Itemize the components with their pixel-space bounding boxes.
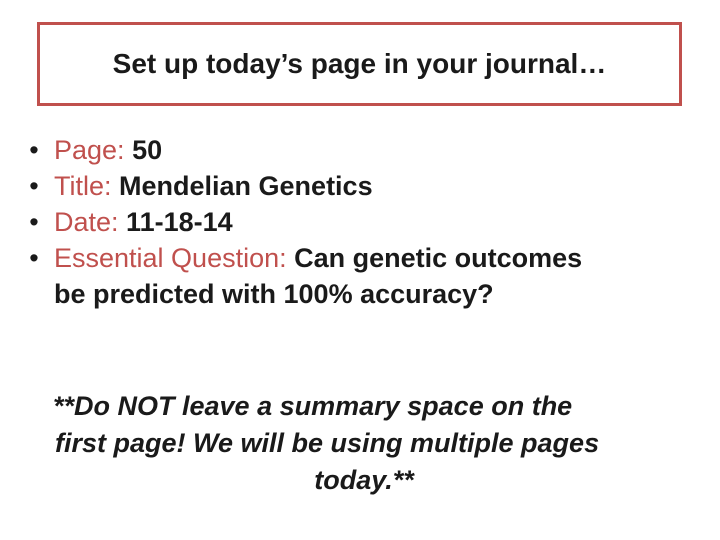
bullet-title [22,168,702,204]
bullet-glyph: • [29,171,39,201]
date-label: Date: [54,207,127,237]
bullet-page [22,132,702,168]
note-line-2: first page! We will be using multiple pages [55,428,600,458]
bullet-glyph: • [29,207,39,237]
note-line-3: today.** [314,465,414,495]
instruction-note [40,388,700,499]
bullet-date [22,204,702,240]
bullet-glyph: • [29,135,39,165]
date-value: 11-18-14 [126,207,233,237]
bullet-essential-question [22,240,702,312]
essential-question-value-line1: Can genetic outcomes [294,243,583,273]
essential-question-label: Essential Question: [54,243,295,273]
heading-box [37,22,682,106]
page-label: Page: [54,135,133,165]
bullet-glyph: • [29,243,39,273]
page-value: 50 [132,135,163,165]
essential-question-value-line2: be predicted with 100% accuracy? [54,279,494,309]
note-line-1: **Do NOT leave a summary space on the [53,391,573,421]
page-title: Set up today’s page in your journal… [112,48,607,79]
title-value: Mendelian Genetics [119,171,373,201]
title-label: Title: [54,171,120,201]
bullet-list [22,132,702,312]
